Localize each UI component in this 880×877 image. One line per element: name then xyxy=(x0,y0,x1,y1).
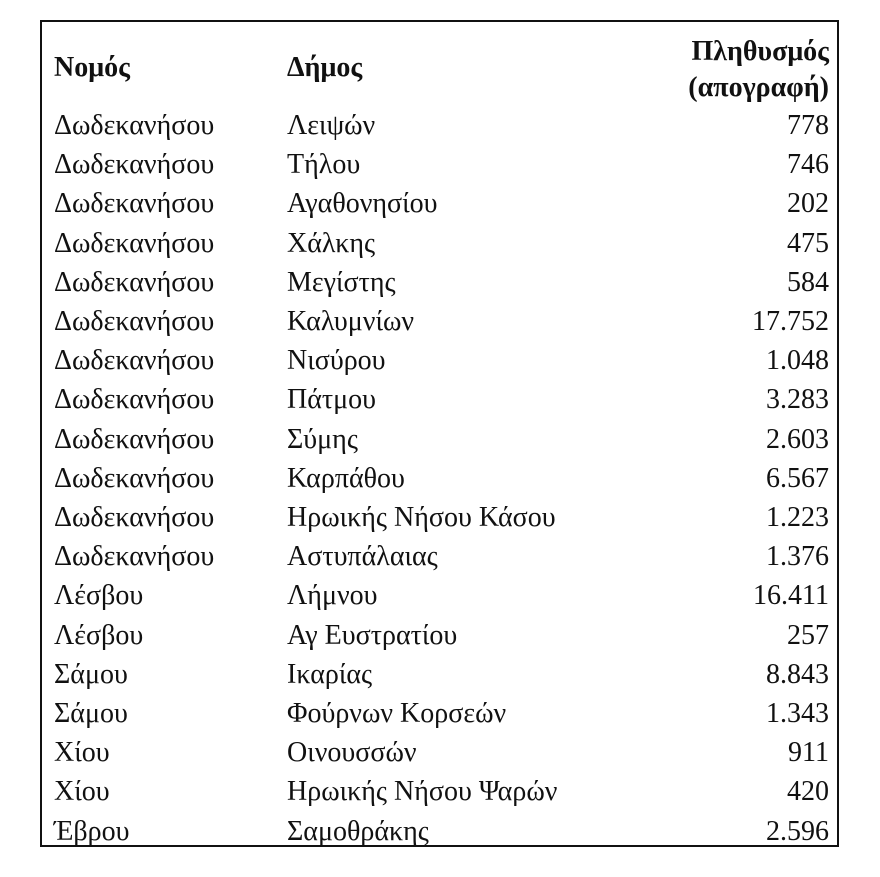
table-row xyxy=(54,380,829,419)
cell-nomos: Δωδεκανήσου xyxy=(54,266,215,298)
cell-population: 1.048 xyxy=(766,345,829,377)
table-row xyxy=(54,302,829,341)
table-row xyxy=(54,341,829,380)
cell-dimos: Σαμοθράκης xyxy=(287,815,429,847)
cell-population: 17.752 xyxy=(752,306,829,338)
cell-dimos: Αστυπάλαιας xyxy=(287,541,438,573)
table-row xyxy=(54,733,829,772)
cell-population: 420 xyxy=(787,776,829,808)
cell-population: 911 xyxy=(788,737,829,769)
cell-nomos: Σάμου xyxy=(54,658,128,690)
cell-population: 584 xyxy=(787,266,829,298)
cell-nomos: Έβρου xyxy=(54,815,130,847)
cell-nomos: Δωδεκανήσου xyxy=(54,502,215,534)
cell-nomos: Δωδεκανήσου xyxy=(54,462,215,494)
cell-population: 3.283 xyxy=(766,384,829,416)
cell-nomos: Δωδεκανήσου xyxy=(54,110,215,141)
cell-dimos: Σύμης xyxy=(287,423,358,455)
cell-population: 257 xyxy=(787,619,829,651)
cell-dimos: Χάλκης xyxy=(287,227,376,259)
cell-dimos: Πάτμου xyxy=(287,384,377,416)
cell-nomos: Δωδεκανήσου xyxy=(54,149,215,181)
table-row xyxy=(54,537,829,576)
table-row xyxy=(54,655,829,694)
population-table xyxy=(54,30,829,851)
table-row xyxy=(54,420,829,459)
table-row xyxy=(54,459,829,498)
cell-population: 778 xyxy=(787,110,829,141)
cell-dimos: Φούρνων Κορσεών xyxy=(287,698,507,730)
cell-nomos: Σάμου xyxy=(54,698,128,730)
cell-dimos: Λειψών xyxy=(287,110,376,141)
header-population-line1: Πληθυσμός xyxy=(691,36,829,67)
cell-dimos: Αγ Ευστρατίου xyxy=(287,619,458,651)
header-population-line2: (απογραφή) xyxy=(688,72,829,103)
table-row xyxy=(54,616,829,655)
cell-population: 6.567 xyxy=(766,462,829,494)
cell-population: 8.843 xyxy=(766,658,829,690)
cell-nomos: Δωδεκανήσου xyxy=(54,188,215,220)
cell-dimos: Ηρωικής Νήσου Κάσου xyxy=(287,502,556,534)
cell-population: 475 xyxy=(787,227,829,259)
cell-nomos: Δωδεκανήσου xyxy=(54,306,215,338)
cell-dimos: Καλυμνίων xyxy=(287,306,415,338)
table-row xyxy=(54,184,829,223)
cell-dimos: Ηρωικής Νήσου Ψαρών xyxy=(287,776,558,808)
cell-population: 746 xyxy=(787,149,829,181)
cell-nomos: Δωδεκανήσου xyxy=(54,423,215,455)
table-row xyxy=(54,812,829,851)
header-nomos: Νομός xyxy=(54,52,130,84)
table-frame xyxy=(40,20,839,847)
cell-population: 202 xyxy=(787,188,829,220)
cell-population: 1.376 xyxy=(766,541,829,573)
cell-population: 2.596 xyxy=(766,815,829,847)
cell-nomos: Δωδεκανήσου xyxy=(54,227,215,259)
table-row xyxy=(54,498,829,537)
table-row xyxy=(54,694,829,733)
cell-dimos: Μεγίστης xyxy=(287,266,396,298)
table-body xyxy=(54,106,829,851)
cell-population: 1.223 xyxy=(766,502,829,534)
header-population xyxy=(617,30,829,106)
header-dimos: Δήμος xyxy=(287,52,363,84)
table-row xyxy=(54,145,829,184)
cell-dimos: Λήμνου xyxy=(287,580,378,612)
cell-dimos: Ικαρίας xyxy=(287,658,373,690)
table-row xyxy=(54,263,829,302)
cell-nomos: Δωδεκανήσου xyxy=(54,384,215,416)
cell-dimos: Οινουσσών xyxy=(287,737,417,769)
cell-dimos: Καρπάθου xyxy=(287,462,405,494)
cell-nomos: Λέσβου xyxy=(54,580,144,612)
cell-nomos: Δωδεκανήσου xyxy=(54,345,215,377)
cell-nomos: Λέσβου xyxy=(54,619,144,651)
table-row xyxy=(54,576,829,615)
table-header-row xyxy=(54,30,829,106)
cell-dimos: Αγαθονησίου xyxy=(287,188,438,220)
table-row xyxy=(54,224,829,263)
cell-dimos: Τήλου xyxy=(287,149,361,181)
cell-population: 2.603 xyxy=(766,423,829,455)
table-row xyxy=(54,106,829,145)
table-row xyxy=(54,772,829,811)
cell-population: 16.411 xyxy=(753,580,829,612)
cell-dimos: Νισύρου xyxy=(287,345,386,377)
cell-nomos: Δωδεκανήσου xyxy=(54,541,215,573)
cell-nomos: Χίου xyxy=(54,776,110,808)
cell-population: 1.343 xyxy=(766,698,829,730)
cell-nomos: Χίου xyxy=(54,737,110,769)
